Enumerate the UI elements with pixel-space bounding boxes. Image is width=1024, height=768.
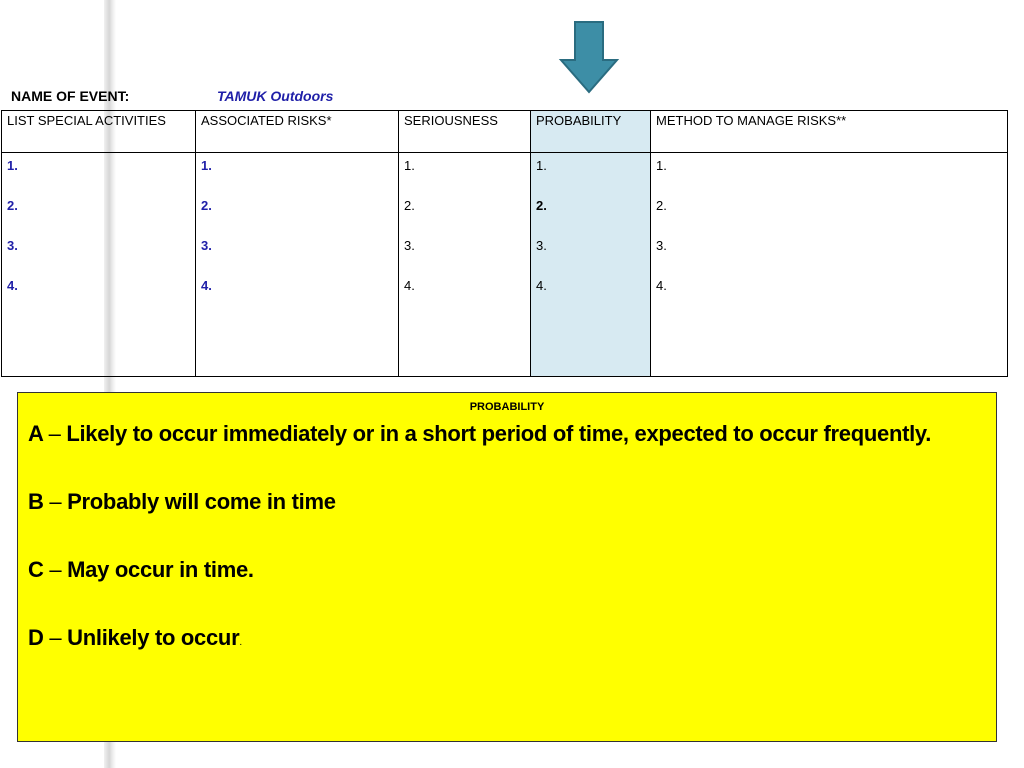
legend-letter: B bbox=[28, 489, 44, 514]
probability-cell[interactable] bbox=[531, 153, 651, 377]
event-name-label: NAME OF EVENT: bbox=[11, 88, 130, 104]
list-item: 4. bbox=[536, 278, 547, 293]
list-item: 3. bbox=[7, 238, 18, 253]
list-item: 3. bbox=[404, 238, 415, 253]
table-row bbox=[2, 153, 1008, 377]
list-item: 4. bbox=[201, 278, 212, 293]
risks-cell[interactable] bbox=[196, 153, 399, 377]
legend-trail: . bbox=[239, 637, 242, 648]
legend-dash: – bbox=[49, 557, 62, 582]
col-header-risks: ASSOCIATED RISKS* bbox=[196, 111, 399, 153]
list-item: 2. bbox=[201, 198, 212, 213]
list-item: 2. bbox=[404, 198, 415, 213]
legend-text: May occur in time. bbox=[67, 557, 254, 582]
legend-text: Probably will come in time bbox=[67, 489, 336, 514]
event-name-value: TAMUK Outdoors bbox=[217, 88, 334, 104]
list-item: 1. bbox=[201, 158, 212, 173]
col-header-method: METHOD TO MANAGE RISKS** bbox=[651, 111, 1008, 153]
list-item: 4. bbox=[656, 278, 667, 293]
col-header-probability: PROBABILITY bbox=[531, 111, 651, 153]
legend-letter: D bbox=[28, 625, 44, 650]
list-item: 2. bbox=[536, 198, 547, 213]
legend-item-b bbox=[28, 485, 986, 519]
activities-cell[interactable] bbox=[2, 153, 196, 377]
list-item: 2. bbox=[656, 198, 667, 213]
probability-legend-box bbox=[17, 392, 997, 742]
list-item: 2. bbox=[7, 198, 18, 213]
list-item: 4. bbox=[7, 278, 18, 293]
list-item: 1. bbox=[7, 158, 18, 173]
legend-letter: A bbox=[28, 421, 43, 446]
legend-letter: C bbox=[28, 557, 44, 582]
list-item: 4. bbox=[404, 278, 415, 293]
method-cell[interactable] bbox=[651, 153, 1008, 377]
list-item: 3. bbox=[536, 238, 547, 253]
risk-management-table bbox=[1, 110, 1008, 377]
list-item: 3. bbox=[656, 238, 667, 253]
col-header-seriousness: SERIOUSNESS bbox=[399, 111, 531, 153]
legend-item-a bbox=[28, 417, 986, 451]
list-item: 3. bbox=[201, 238, 212, 253]
legend-dash: – bbox=[49, 625, 62, 650]
legend-text: Unlikely to occur bbox=[67, 625, 240, 650]
legend-item-d bbox=[28, 621, 986, 660]
list-item: 1. bbox=[404, 158, 415, 173]
col-header-activities: LIST SPECIAL ACTIVITIES bbox=[2, 111, 196, 153]
table-header-row bbox=[2, 111, 1008, 153]
list-item: 1. bbox=[656, 158, 667, 173]
legend-title: PROBABILITY bbox=[469, 401, 545, 413]
list-item: 1. bbox=[536, 158, 547, 173]
seriousness-cell[interactable] bbox=[399, 153, 531, 377]
legend-text: Likely to occur immediately or in a short period of time, expected to occur frequently. bbox=[66, 421, 932, 446]
down-arrow-icon bbox=[558, 20, 620, 96]
legend-dash: – bbox=[49, 489, 62, 514]
legend-item-c bbox=[28, 553, 986, 587]
legend-dash: – bbox=[48, 421, 61, 446]
